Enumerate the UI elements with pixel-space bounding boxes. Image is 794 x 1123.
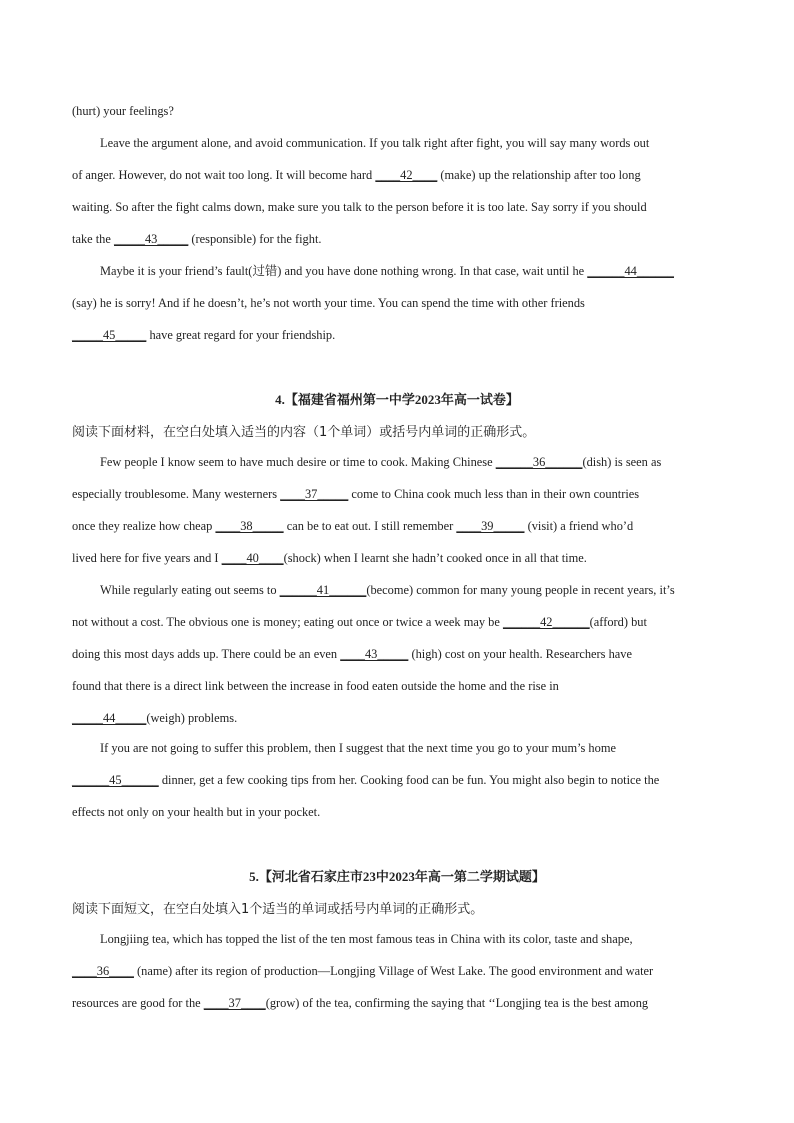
answer-blank-38[interactable]: ____38_____ <box>215 519 284 533</box>
section-instruction: 阅读下面材料，在空白处填入适当的内容（1个单词）或括号内单词的正确形式。 <box>72 425 536 440</box>
answer-blank-45[interactable]: _____45_____ <box>72 328 147 342</box>
text-line: Longjiing tea, which has topped the list of the ten most famous teas in China with its color, taste and shape, <box>100 932 633 946</box>
answer-blank-42[interactable]: ______42______ <box>502 615 590 629</box>
text-line: Maybe it is your friend’s fault(过错) and you have done nothing wrong. In that case, wait until he ______44______ <box>100 264 674 278</box>
text-line: effects not only on your health but in your pocket. <box>72 805 321 819</box>
text: Leave the argument alone, and avoid communication. If you talk right after fight, you will say many words out <box>100 136 650 150</box>
text-line: Few people I know seem to have much desire or time to cook. Making Chinese ______36______(dish) is seen as <box>100 455 662 469</box>
text-line: resources are good for the ____37____(grow) of the tea, confirming the saying that ‘‘Longjing tea is the best among <box>72 996 649 1010</box>
answer-blank-45[interactable]: ______45______ <box>72 773 159 787</box>
text-line: _____44_____(weigh) problems. <box>72 711 238 725</box>
text-line: of anger. However, do not wait too long. It will become hard ____42____ (make) up the relationship after too long <box>72 168 641 182</box>
text: (hurt) your feelings? <box>72 104 174 118</box>
answer-blank-37[interactable]: ____37____ <box>203 996 266 1010</box>
answer-blank-43[interactable]: _____43_____ <box>113 232 189 246</box>
text-line: waiting. So after the fight calms down, make sure you talk to the person before it is too late. Say sorry if you should <box>72 200 647 214</box>
text-line: lived here for five years and I ____40____(shock) when I learnt she hadn’t cooked once in all that time. <box>72 551 587 565</box>
text-line: not without a cost. The obvious one is money; eating out once or twice a week may be ______42______(afford) but <box>72 615 647 629</box>
text-line: found that there is a direct link between the increase in food eaten outside the home and the rise in <box>72 679 559 693</box>
text-line: especially troublesome. Many westerners ____37_____ come to China cook much less than in their own countries <box>72 487 640 501</box>
answer-blank-42[interactable]: ____42____ <box>375 168 438 182</box>
answer-blank-36[interactable]: ____36____ <box>72 964 134 978</box>
text-line: ____36____ (name) after its region of production—Longjing Village of West Lake. The good environment and water <box>72 964 654 978</box>
answer-blank-41[interactable]: ______41______ <box>279 583 367 597</box>
text-line: While regularly eating out seems to ______41______(become) common for many young people in recent years, it’s <box>100 583 675 597</box>
answer-blank-43[interactable]: ____43_____ <box>340 647 409 661</box>
text-line: (say) he is sorry! And if he doesn’t, he’s not worth your time. You can spend the time with other friends <box>72 296 585 310</box>
text-line <box>72 103 174 119</box>
answer-blank-37[interactable]: ____37_____ <box>280 487 349 501</box>
text-line <box>100 135 649 151</box>
section-instruction: 阅读下面短文，在空白处填入1个适当的单词或括号内单词的正确形式。 <box>72 902 484 917</box>
text-line: If you are not going to suffer this problem, then I suggest that the next time you go to your mum’s home <box>100 741 616 755</box>
text-line: doing this most days adds up. There could be an even ____43_____ (high) cost on your health. Researchers have <box>72 647 632 661</box>
text-line: _____45_____ have great regard for your friendship. <box>72 328 336 342</box>
answer-blank-39[interactable]: ____39_____ <box>456 519 525 533</box>
section-heading: 5.【河北省石家庄市23中2023年高一第二学期试题】 <box>249 869 545 884</box>
section-heading: 4.【福建省福州第一中学2023年高一试卷】 <box>275 392 519 407</box>
answer-blank-40[interactable]: ____40____ <box>221 551 284 565</box>
answer-blank-44[interactable]: ______44______ <box>587 264 674 278</box>
text-line: ______45______ dinner, get a few cooking tips from her. Cooking food can be fun. You might also begin to notice the <box>72 773 660 787</box>
text-line: take the _____43_____ (responsible) for the fight. <box>72 232 322 246</box>
text-line: once they realize how cheap ____38_____ can be to eat out. I still remember ____39_____ (visit) a friend who’d <box>72 519 634 533</box>
answer-blank-44[interactable]: _____44_____ <box>72 711 147 725</box>
answer-blank-36[interactable]: ______36______ <box>495 455 583 469</box>
